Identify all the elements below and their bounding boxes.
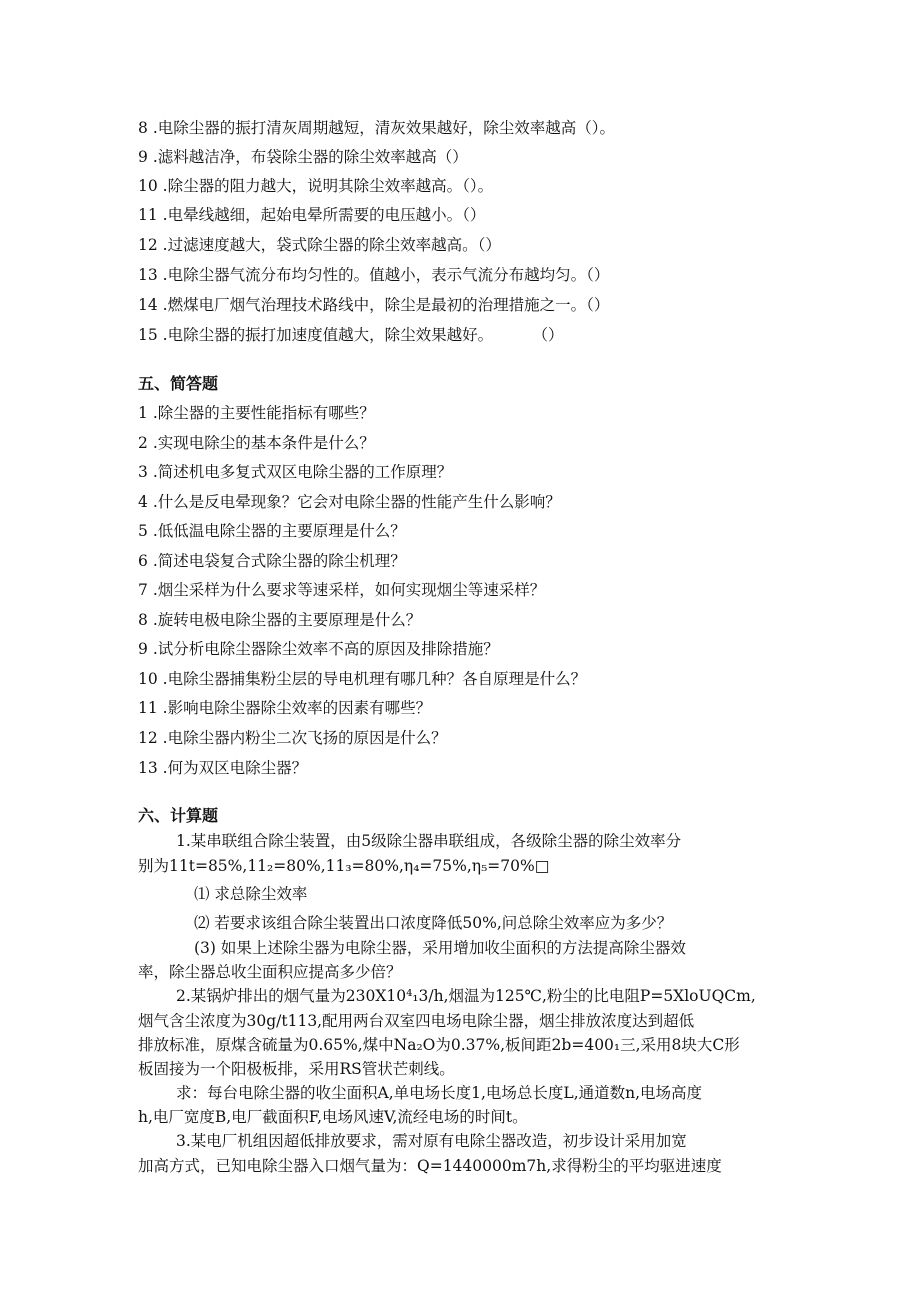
sa-item-5: [138, 521, 406, 541]
item-text: .燃煤电厂烟气治理技术路线中，除尘是最初的治理措施之一。（）: [162, 296, 610, 314]
item-text: .旋转电极电除尘器的主要原理是什么？: [152, 611, 422, 629]
sa-item-10: [138, 669, 586, 689]
item-number: 11: [138, 206, 158, 224]
item-number: 11: [138, 699, 158, 717]
item-text: .电除尘器气流分布均匀性的。值越小，表示气流分布越均匀。（）: [162, 266, 610, 284]
item-text: .过滤速度越大，袋式除尘器的除尘效率越高。（）: [162, 236, 501, 254]
q2-line-3: 排放标准，原煤含硫量为0.65%,煤中Na₂O为0.37%,板间距2b=400₁三,采用8块大C形: [138, 1036, 740, 1054]
q1-subquestion-1: ⑴ 求总除尘效率: [194, 885, 308, 903]
tf-item-10: [138, 176, 493, 196]
tf-item-12: [138, 235, 501, 255]
q3-line-1: 3.某电厂机组因超低排放要求，需对原有电除尘器改造，初步设计采用加宽: [176, 1132, 687, 1150]
item-text: .何为双区电除尘器？: [162, 759, 308, 777]
sa-item-3: [138, 462, 452, 482]
tf-item-14: [138, 295, 609, 315]
section-heading-short-answer: 五、简答题: [138, 374, 219, 393]
tf-item-15: [138, 325, 564, 345]
item-number: 10: [138, 670, 158, 688]
q2-line-1: 2.某锅炉排出的烟气量为230X10⁴₁3/h,烟温为125℃,粉尘的比电阻P=5XloUQCm,: [176, 987, 756, 1005]
item-text: .实现电除尘的基本条件是什么？: [152, 434, 375, 452]
q2-line-4: 板固接为一个阳极板排，采用RS管状芒刺线。: [138, 1060, 455, 1078]
sa-item-11: [138, 698, 431, 718]
q1-line-1: 1.某串联组合除尘装置，由5级除尘器串联组成，各级除尘器的除尘效率分: [176, 832, 682, 850]
item-number: 13: [138, 266, 158, 284]
item-text: .除尘器的主要性能指标有哪些？: [152, 404, 375, 422]
item-text: .电除尘器的振打加速度值越大，除尘效果越好。 （）: [162, 326, 564, 344]
item-number: 1: [138, 404, 148, 422]
item-number: 2: [138, 434, 148, 452]
item-number: 8: [138, 611, 148, 629]
item-number: 9: [138, 148, 148, 166]
item-text: .电除尘器捕集粉尘层的导电机理有哪几种？各自原理是什么？: [162, 670, 587, 688]
tf-item-9: [138, 147, 468, 167]
item-number: 10: [138, 177, 158, 195]
sa-item-4: [138, 492, 561, 512]
item-number: 13: [138, 759, 158, 777]
item-number: 15: [138, 326, 158, 344]
q1-line-2: 别为11t=85%,11₂=80%,11₃=80%,η₄=75%,η₅=70%□: [138, 857, 550, 875]
item-text: .试分析电除尘器除尘效率不高的原因及排除措施？: [152, 640, 499, 658]
sa-item-7: [138, 580, 545, 600]
item-text: .除尘器的阻力越大，说明其除尘效率越高。（）。: [162, 177, 494, 195]
item-number: 9: [138, 640, 148, 658]
item-text: .影响电除尘器除尘效率的因素有哪些？: [162, 699, 432, 717]
item-text: .低低温电除尘器的主要原理是什么？: [152, 522, 406, 540]
item-number: 12: [138, 236, 158, 254]
item-text: .烟尘采样为什么要求等速采样，如何实现烟尘等速采样？: [152, 581, 546, 599]
item-text: .滤料越洁净，布袋除尘器的除尘效率越高（）: [152, 148, 468, 166]
sa-item-13: [138, 758, 307, 778]
sa-item-6: [138, 551, 406, 571]
sa-item-8: [138, 610, 421, 630]
tf-item-13: [138, 265, 609, 285]
sa-item-9: [138, 639, 499, 659]
item-text: .简述电袋复合式除尘器的除尘机理？: [152, 552, 406, 570]
item-number: 6: [138, 552, 148, 570]
item-number: 5: [138, 522, 148, 540]
q2-line-2: 烟气含尘浓度为30g/t113,配用两台双室四电场电除尘器，烟尘排放浓度达到超低: [138, 1012, 695, 1030]
item-number: 12: [138, 729, 158, 747]
item-number: 14: [138, 296, 158, 314]
item-text: .电除尘器内粉尘二次飞扬的原因是什么？: [162, 729, 447, 747]
item-number: 3: [138, 463, 148, 481]
q2-requirement-line-2: h,电厂宽度B,电厂截面积F,电场风速V,流经电场的时间t。: [138, 1108, 528, 1126]
item-number: 4: [138, 493, 148, 511]
item-text: .简述机电多复式双区电除尘器的工作原理？: [152, 463, 453, 481]
sa-item-12: [138, 728, 447, 748]
tf-item-8: [138, 118, 615, 138]
item-number: 8: [138, 119, 148, 137]
q1-subquestion-2: ⑵ 若要求该组合除尘装置出口浓度降低50%,问总除尘效率应为多少？: [194, 914, 673, 932]
q3-line-2: 加高方式，已知电除尘器入口烟气量为：Q=1440000m7h,求得粉尘的平均驱进速度: [138, 1157, 722, 1175]
q2-requirement-line-1: 求：每台电除尘器的收尘面积A,单电场长度1,电场总长度L,通道数n,电场高度: [176, 1084, 703, 1102]
q1-subquestion-3-line-2: 率，除尘器总收尘面积应提高多少倍？: [138, 963, 402, 981]
item-text: .什么是反电晕现象？它会对电除尘器的性能产生什么影响？: [152, 493, 561, 511]
section-heading-calculation: 六、计算题: [138, 806, 219, 825]
item-text: .电晕线越细，起始电晕所需要的电压越小。（）: [162, 206, 486, 224]
tf-item-11: [138, 205, 485, 225]
q1-subquestion-3-line-1: (3) 如果上述除尘器为电除尘器，采用增加收尘面积的方法提高除尘器效: [194, 939, 686, 957]
item-text: .电除尘器的振打清灰周期越短，清灰效果越好，除尘效率越高（）。: [152, 119, 615, 137]
sa-item-2: [138, 433, 375, 453]
sa-item-1: [138, 403, 375, 423]
item-number: 7: [138, 581, 148, 599]
